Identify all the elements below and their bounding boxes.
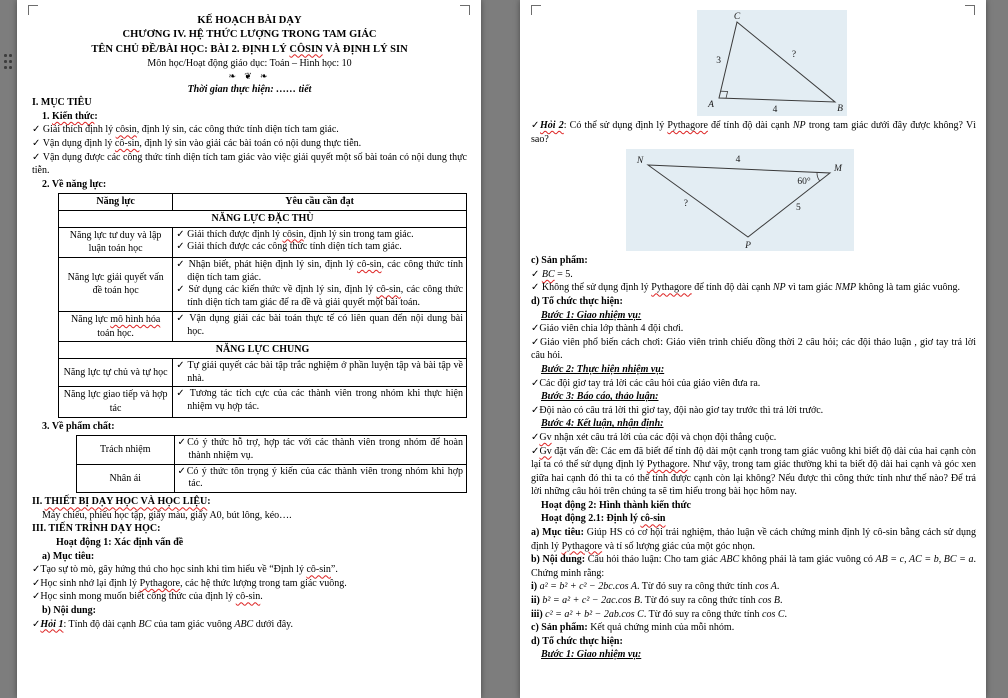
table-row	[59, 210, 467, 227]
noi-dung-b-title	[42, 604, 467, 618]
side-label-bc: ?	[791, 50, 797, 60]
text-run: Pythagore	[646, 459, 688, 471]
text-run: VÀ ĐỊNH LÝ SIN	[322, 43, 408, 55]
text-run: côsin	[282, 228, 304, 240]
text-run: Năng lực	[96, 196, 135, 208]
table-row	[59, 227, 467, 257]
noi-dung-2b	[531, 553, 976, 580]
text-run: cô-sin	[357, 258, 382, 270]
right-angle-mark	[721, 91, 728, 98]
text-run: BC	[138, 618, 152, 630]
text-run: . Từ đó suy ra công thức tính	[636, 581, 756, 593]
competency-cell	[59, 358, 173, 387]
competency-cell	[59, 227, 173, 257]
drag-handle-icon[interactable]	[4, 54, 14, 72]
text-run: ✓Đội nào có câu trả lời thì giơ tay, đội nào giơ tay trước thì trả lời trước.	[531, 404, 824, 416]
page-2-content[interactable]	[520, 0, 986, 698]
answer-item	[531, 281, 976, 295]
text-run: :	[207, 496, 211, 508]
cell-line	[176, 229, 463, 242]
cell-line	[176, 360, 463, 386]
text-run: d) Tổ chức thực hiện:	[531, 295, 623, 307]
text-run: Hỏi 1	[40, 618, 64, 630]
step-item	[531, 445, 976, 499]
text-run: c) Sản phẩm:	[531, 255, 588, 267]
step-item	[531, 336, 976, 363]
dot	[9, 60, 12, 63]
text-run: Yêu cầu cần đạt	[285, 196, 354, 208]
text-run: ii)	[531, 595, 543, 607]
text-run: Hoạt động 2.1: Định lý	[541, 513, 641, 525]
text-run: ✓Giáo viên chia lớp thành 4 đội chơi.	[531, 323, 684, 335]
text-run: NP	[772, 282, 786, 294]
vertex-label-b: B	[837, 104, 843, 114]
text-run: vì tam giác	[785, 282, 836, 294]
side-label-ab: 4	[772, 105, 778, 115]
knowledge-item	[32, 151, 467, 178]
text-run: .	[784, 608, 787, 620]
text-run: không là tam giác vuông.	[856, 282, 961, 294]
requirement-cell	[173, 257, 467, 311]
requirement-cell	[173, 358, 467, 387]
competency-cell	[77, 464, 175, 493]
text-run: Hoạt động 2: Hình thành kiến thức	[541, 499, 691, 511]
text-run: iii)	[531, 608, 546, 620]
text-run: Gv	[539, 445, 552, 457]
text-run: Năng lực tư duy và lập luận toán học	[69, 229, 162, 255]
angle-label: 60°	[797, 177, 811, 188]
step-3-title	[541, 390, 976, 404]
text-run: Năng lực tự chủ và tự học	[63, 366, 168, 378]
text-run: . Từ đó suy ra công thức tính	[643, 608, 762, 620]
text-run: Pythagore	[667, 120, 708, 131]
page-1-content[interactable]	[17, 0, 481, 698]
text-run: Máy chiếu, phiếu học tập, giấy màu, giấy A0, bút lông, kéo….	[42, 509, 292, 521]
text-run: , định lý sin vào giải các bài toán có nội dung thực tiễn.	[139, 138, 362, 149]
requirement-cell	[173, 227, 467, 257]
text-run: và tỉ số lượng giác của một góc nhọn.	[602, 540, 756, 552]
text-run: cos A	[755, 581, 777, 593]
dot	[9, 54, 12, 57]
text-run: c) Sản phẩm:	[531, 622, 588, 634]
text-run: Pythagore	[651, 282, 692, 294]
text-run: Kiến thức	[52, 110, 95, 122]
table-row	[59, 311, 467, 341]
vertex-label-p: P	[745, 241, 751, 252]
question-1	[32, 618, 467, 632]
text-run: Bước 3: Báo cáo, thảo luận:	[541, 391, 659, 403]
text-run: NĂNG LỰC ĐẶC THÙ	[211, 212, 314, 224]
side-label-mp: 5	[796, 203, 801, 214]
text-run: ✓Giáo viên phổ biến cách chơi: Giáo viên trình chiếu đồng thời 2 câu hỏi; các đội thảo luận , giơ tay trả lời câu hỏi.	[531, 336, 976, 362]
text-run: Bước 2: Thực hiện nhiệm vụ:	[541, 363, 665, 375]
text-run: : Tính độ dài cạnh	[63, 618, 139, 630]
text-run: a² = b² + c² − 2bc.cos A	[539, 581, 637, 593]
step-1-title	[541, 309, 976, 323]
text-run: , định lý sin, các công thức tính diện tích tam giác.	[136, 124, 339, 136]
text-run: mô hình hóa	[110, 313, 161, 325]
text-run: d) Tổ chức thực hiện:	[531, 635, 623, 647]
figure-right-triangle	[697, 10, 847, 116]
text-run: :	[94, 110, 98, 122]
text-run: NMP	[835, 282, 857, 294]
nang-luc-table	[58, 193, 467, 417]
goal-item	[32, 577, 467, 591]
cell-line	[176, 388, 463, 414]
text-run: ✓	[531, 431, 540, 443]
text-run: Năng lực	[70, 313, 111, 325]
dot	[4, 66, 7, 69]
cell-line	[176, 241, 463, 254]
answer-item	[531, 268, 976, 282]
text-run: Bước 1: Giao nhiệm vụ:	[541, 309, 642, 321]
text-run: II.	[32, 496, 45, 508]
knowledge-item	[32, 137, 467, 151]
vertex-label-a: A	[708, 100, 714, 110]
step-item	[531, 404, 976, 418]
pham-chat-title	[42, 420, 467, 434]
text-run: để tính độ dài cạnh	[707, 120, 793, 131]
text-run: , các công thức tính diện tích tam giác.	[187, 258, 463, 283]
text-run: Hỏi 2	[540, 120, 564, 131]
proof-item-i	[531, 580, 976, 594]
text-run: ✓ Tương tác tích cực của các thành viên trong nhóm khi thực hiện nhiệm vụ hợp tác.	[176, 388, 463, 413]
ornament	[32, 70, 467, 82]
text-run: đặt vấn đề: Các em đã biết để tính độ dài một cạnh trong tam giác vuông khi biết độ dài của hai cạnh còn lại ta có thể sử dụng định lý	[531, 445, 976, 471]
text-run: .	[260, 591, 263, 603]
table-section-cell	[59, 210, 467, 227]
text-run: ❧ ❦ ❧	[228, 71, 271, 82]
text-run: NĂNG LỰC CHUNG	[215, 344, 310, 356]
nang-luc-title	[42, 178, 467, 192]
side-label-nm: 4	[735, 155, 741, 166]
text-run: : Có thể sử dụng định lý	[563, 120, 668, 131]
text-run: để tính độ dài cạnh	[691, 282, 773, 294]
text-run: ✓	[32, 618, 41, 630]
step-item	[531, 377, 976, 391]
text-run: ✓ Vận dụng được các công thức tính diện tích tam giác vào việc giải quyết một số bài toán có nội dung thực tiễn.	[32, 151, 467, 177]
text-run: Giúp HS có cơ hội trải nghiệm, thảo luận về cách chứng minh định lý cô-sin bằng cách sử dụng định lý	[531, 527, 976, 552]
page-1[interactable]	[17, 0, 481, 698]
table-row	[59, 194, 467, 211]
text-run: ✓ Vận dụng giải các bài toán thực tế có liên quan đến nội dung bài học.	[176, 312, 463, 337]
text-run: ✓Các đội giơ tay trả lời các câu hỏi của giáo viên đưa ra.	[531, 377, 761, 389]
to-chuc-2d-title	[531, 635, 976, 649]
text-run: , định lý sin trong tam giác.	[303, 228, 414, 240]
text-run: Nhân ái	[109, 472, 141, 484]
text-run: cô-sin	[235, 591, 261, 603]
table-row	[77, 436, 467, 465]
right-triangle-svg	[697, 10, 847, 116]
section-ii-title	[32, 495, 467, 509]
step-1-title-2	[541, 648, 976, 662]
text-run: cô-sin	[640, 513, 666, 525]
text-run: Gv	[539, 431, 552, 443]
text-run: ✓	[531, 268, 542, 280]
text-run: không phải là tam giác vuông có	[739, 554, 876, 566]
text-run: ABC	[234, 618, 254, 630]
text-run: ✓ Không thể sử dụng định lý	[531, 282, 652, 294]
requirement-cell	[173, 387, 467, 417]
text-run: c² = a² + b² − 2ab.cos C	[545, 608, 644, 620]
triangle-outline	[648, 165, 830, 237]
san-pham-2c	[531, 621, 976, 635]
text-run: của tam giác vuông	[151, 618, 235, 630]
text-run: . Như vậy, trong tam giác thường khi ta biết độ dài hai cạnh và góc xen giữa hai cạnh đó thì ta có thể tính được cạnh còn lại không? Nếu được thì công thức tính như thế nào? Để trả lời những câu hỏi trên chúng ta sẽ tìm hiểu trong bài học hôm nay.	[531, 459, 976, 498]
cell-line	[176, 284, 463, 310]
text-run: cos C	[762, 608, 785, 620]
kien-thuc-title	[42, 110, 467, 124]
text-run: 1.	[42, 110, 52, 122]
table-header-cell	[173, 194, 467, 211]
subject-line	[32, 57, 467, 71]
text-run: Kết quả chứng minh của mỗi nhóm.	[587, 622, 735, 634]
dot	[4, 60, 7, 63]
table-section-cell	[59, 342, 467, 359]
text-run: , các hệ thức lượng trong tam giác vuông.	[180, 577, 347, 589]
text-run: ✓ Tự giải quyết các bài tập trắc nghiệm ở phần luyện tập và bài tập về nhà.	[176, 359, 463, 384]
figure-oblique-triangle	[626, 149, 854, 251]
page-2[interactable]	[520, 0, 986, 698]
side-label-ac: 3	[716, 56, 721, 66]
knowledge-item	[32, 123, 467, 137]
time-line	[32, 83, 467, 97]
pham-chat-table	[76, 435, 467, 493]
text-run: Thời gian thực hiện: …… tiết	[187, 83, 312, 95]
section-iii-title	[32, 522, 467, 536]
step-item	[531, 322, 976, 336]
cell-line	[178, 437, 464, 463]
requirement-cell	[174, 436, 467, 465]
angle-arc	[817, 173, 820, 182]
oblique-triangle-svg	[626, 149, 854, 251]
text-run: BC	[541, 268, 555, 280]
side-label-np: ?	[683, 199, 688, 210]
vertex-label-n: N	[636, 156, 644, 167]
text-run: a) Mục tiêu:	[42, 550, 95, 562]
step-item	[531, 431, 976, 445]
text-run: cos B	[758, 595, 781, 607]
text-run: cô-sin	[114, 138, 140, 149]
text-run: ✓ Giải thích được các công thức tính diện tích tam giác.	[176, 241, 402, 253]
dot	[9, 66, 12, 69]
to-chuc-d-title	[531, 295, 976, 309]
text-run: ABC	[720, 554, 740, 566]
text-run: b) Nội dung:	[42, 605, 96, 617]
text-run: dưới đây.	[253, 618, 294, 630]
proof-item-iii	[531, 608, 976, 622]
text-run: Pythagore	[561, 540, 603, 552]
dot	[4, 54, 7, 57]
text-run: Năng lực giải quyết vấn đề toán học	[67, 271, 164, 297]
text-run: Môn học/Hoạt động giáo dục: Toán – Hình học: 10	[147, 57, 352, 69]
text-run: Bước 1: Giao nhiệm vụ:	[541, 649, 642, 661]
text-run: Câu hỏi thảo luận: Cho tam giác	[585, 554, 721, 566]
text-run: CÔSIN	[289, 43, 323, 55]
text-run: i)	[531, 581, 540, 593]
text-run: ✓	[531, 120, 541, 131]
lesson-title	[32, 43, 467, 57]
section-i-title	[32, 96, 467, 110]
competency-cell	[59, 257, 173, 311]
text-run: ✓ Giải thích được định lý	[176, 228, 283, 240]
requirement-cell	[173, 311, 467, 341]
text-run: THIẾT BỊ DẠY HỌC VÀ HỌC LIỆU	[44, 496, 208, 508]
text-run: cô-sin	[306, 564, 331, 576]
text-run: KẾ HOẠCH BÀI DẠY	[197, 15, 302, 26]
text-run: = 5.	[554, 268, 573, 280]
text-run: ”.	[330, 564, 338, 576]
text-run: ✓ Sử dụng các kiến thức về định lý sin, định lý	[176, 284, 377, 296]
text-run: I. MỤC TIÊU	[32, 97, 92, 109]
text-run: . Chứng minh rằng:	[531, 554, 977, 579]
text-run: Hoạt động 1: Xác định vấn đề	[56, 537, 184, 549]
text-run: . Từ đó suy ra công thức tính	[639, 595, 759, 607]
vertex-label-c: C	[733, 12, 741, 22]
text-run: trong tam giác dưới đây được không? Vì sao?	[531, 120, 976, 145]
question-2	[531, 119, 976, 146]
step-2-title	[541, 363, 976, 377]
text-run: b) Nội dung:	[531, 554, 586, 566]
activity-2-title	[541, 499, 976, 513]
text-run: Năng lực giao tiếp và hợp tác	[63, 389, 168, 414]
text-run: ✓	[531, 445, 540, 457]
activity-2-1-title	[541, 512, 976, 526]
text-run: ✓Tạo sự tò mò, gây hứng thú cho học sinh khi tìm hiểu về “Định lý	[32, 564, 307, 576]
text-run: nhận xét câu trả lời của các đội và chọn đội thắng cuộc.	[551, 431, 777, 443]
text-run: 2. Về năng lực:	[42, 178, 107, 190]
text-run: ✓Học sinh nhớ lại định lý	[32, 577, 140, 589]
competency-cell	[59, 311, 173, 341]
text-run: cô-sin	[376, 284, 401, 296]
text-run: ✓Học sinh mong muốn biết công thức của định lý	[32, 591, 236, 603]
muc-tieu-2a	[531, 526, 976, 553]
text-run: TÊN CHỦ ĐỀ/BÀI HỌC: BÀI 2. ĐỊNH LÝ	[91, 43, 290, 55]
text-run: .	[776, 581, 780, 593]
text-run: III. TIẾN TRÌNH DẠY HỌC:	[32, 523, 161, 535]
text-run: .	[780, 595, 783, 607]
competency-cell	[59, 387, 173, 417]
step-4-title	[541, 417, 976, 431]
text-run: ✓Có ý thức hỗ trợ, hợp tác với các thành viên trong nhóm để hoàn thành nhiệm vụ.	[177, 437, 463, 461]
chapter-title	[32, 28, 467, 42]
vertex-label-m: M	[834, 164, 842, 175]
text-run: ✓ Giải thích định lý	[32, 124, 116, 136]
goal-item	[32, 590, 467, 604]
competency-cell	[77, 436, 175, 465]
activity-1-title	[56, 536, 467, 550]
table-row	[59, 358, 467, 387]
table-row	[59, 387, 467, 417]
text-run: ✓Có ý thức tôn trọng ý kiến của các thành viên trong nhóm khi hợp tác.	[177, 465, 463, 490]
text-run: 3. Về phẩm chất:	[42, 420, 115, 432]
text-run: NP	[792, 120, 806, 131]
text-run: AB = c, AC = b, BC = a	[875, 554, 974, 566]
text-run: b² = a² + c² − 2ac.cos B	[542, 595, 640, 607]
muc-tieu-a-title	[42, 550, 467, 564]
cell-line	[178, 466, 464, 492]
cell-line	[176, 259, 463, 285]
text-run: CHƯƠNG IV. HỆ THỨC LƯỢNG TRONG TAM GIÁC	[122, 29, 377, 41]
text-run: ✓ Vận dụng định lý	[32, 138, 115, 149]
doc-title	[32, 14, 467, 28]
text-run: ✓ Nhận biết, phát hiện định lý sin, định lý	[176, 258, 357, 270]
proof-item-ii	[531, 594, 976, 608]
text-run: a) Mục tiêu:	[531, 527, 584, 539]
table-header-cell	[59, 194, 173, 211]
text-run: , các công thức tính diện tích tam giác để ra đề và giải quyết một bài toán.	[187, 284, 463, 309]
requirement-cell	[174, 464, 467, 493]
text-run: côsin	[115, 124, 137, 136]
equipment-line	[42, 509, 467, 523]
text-run: toán học.	[97, 327, 134, 339]
table-row	[59, 342, 467, 359]
san-pham-c-title	[531, 254, 976, 268]
triangle-outline	[719, 22, 835, 102]
cell-line	[176, 313, 463, 339]
text-run: Bước 4: Kết luận, nhận định:	[541, 418, 664, 430]
text-run: Pythagore	[139, 577, 181, 589]
goal-item	[32, 563, 467, 577]
table-row	[77, 464, 467, 493]
table-row	[59, 257, 467, 311]
text-run: Trách nhiệm	[100, 444, 151, 456]
